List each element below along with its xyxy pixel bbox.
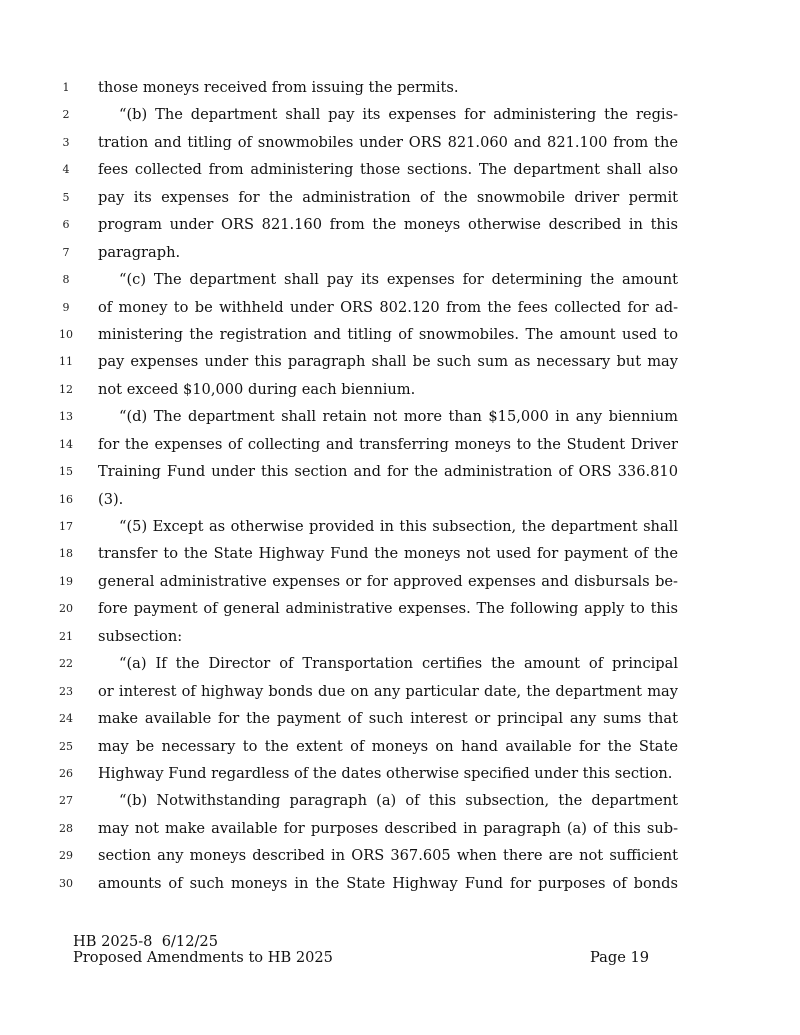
document-line [0,211,800,238]
line-text: Highway Fund regardless of the dates otherwise specified under this section. [98,764,673,782]
document-line [0,403,800,430]
document-line [0,870,800,897]
line-number: 22 [59,657,73,671]
document-line [0,184,800,211]
document-line [0,568,800,595]
document-line [0,348,800,375]
line-text: “(a) If the Director of Transportation certifies the amount of principal [119,655,678,673]
line-number: 13 [59,410,73,424]
document-line [0,376,800,403]
line-number: 3 [62,135,70,149]
line-number: 25 [59,739,73,753]
document-line [0,787,800,814]
line-number: 5 [62,190,70,204]
document-line [0,74,800,101]
line-text: “(c) The department shall pay its expenses for determining the amount [119,271,678,289]
document-line [0,129,800,156]
line-text: ministering the registration and titling of snowmobiles. The amount used to [98,325,678,343]
line-text: for the expenses of collecting and transferring moneys to the Student Driver [98,435,678,453]
document-line [0,458,800,485]
footer-date: 6/12/25 [161,933,218,950]
line-text: subsection: [98,627,183,645]
document-line [0,294,800,321]
document-line [0,623,800,650]
line-text: tration and titling of snowmobiles under ORS 821.060 and 821.100 from the [98,133,678,151]
line-number: 17 [59,520,73,533]
line-text: “(b) Notwithstanding paragraph (a) of this subsection, the department [119,792,678,810]
footer-page-number: Page 19 [590,949,650,966]
line-text: may be necessary to the extent of moneys on hand available for the State [98,737,678,755]
line-number: 16 [59,492,73,506]
line-number: 8 [62,273,70,287]
line-number: 29 [59,849,73,863]
line-number: 4 [62,163,70,177]
line-number: 10 [59,327,73,341]
line-number: 19 [59,574,73,588]
line-text: program under ORS 821.160 from the moneys otherwise described in this [98,216,678,234]
line-number: 27 [59,794,73,808]
line-number: 12 [59,382,73,396]
line-number: 26 [59,766,73,780]
line-text: general administrative expenses or for approved expenses and disbursals be- [98,572,678,590]
line-text: pay expenses under this paragraph shall be such sum as necessary but may [98,353,678,371]
line-number: 23 [59,684,73,698]
line-number: 20 [59,602,73,616]
line-number: 24 [59,712,73,726]
footer-subtitle: Proposed Amendments to HB 2025 [73,949,333,966]
line-text: fees collected from administering those sections. The department shall also [98,161,678,179]
line-text: not exceed $10,000 during each biennium. [98,380,416,398]
document-body [0,74,800,897]
document-line [0,540,800,567]
document-line [0,842,800,869]
line-number: 11 [59,355,73,369]
document-line [0,321,800,348]
line-text: amounts of such moneys in the State Highway Fund for purposes of bonds [98,874,678,892]
line-text: pay its expenses for the administration of the snowmobile driver permit [98,188,678,206]
line-text: “(d) The department shall retain not more than $15,000 in any biennium [119,408,678,426]
document-line [0,815,800,842]
document-line [0,760,800,787]
line-text: make available for the payment of such interest or principal any sums that [98,710,678,728]
footer-bill-id: HB 2025-8 [73,933,153,950]
line-number: 9 [62,300,70,314]
line-text: “(b) The department shall pay its expenses for administering the regis- [119,106,678,124]
document-line [0,733,800,760]
line-number: 30 [59,876,73,890]
line-text: transfer to the State Highway Fund the moneys not used for payment of the [98,545,678,563]
line-number: 21 [59,629,73,643]
line-text: those moneys received from issuing the permits. [98,79,459,96]
document-line [0,705,800,732]
line-number: 7 [62,245,70,259]
line-text: section any moneys described in ORS 367.605 when there are not sufficient [98,847,678,865]
document-line [0,513,800,540]
line-number: 6 [62,218,70,232]
line-text: paragraph. [98,243,181,261]
footer-subtitle-row [73,950,673,966]
line-number: 1 [62,81,70,94]
line-text: or interest of highway bonds due on any particular date, the department may [98,682,678,700]
line-number: 18 [59,547,73,561]
document-line [0,156,800,183]
document-line [0,266,800,293]
document-line [0,101,800,128]
line-number: 14 [59,437,73,451]
line-text: Training Fund under this section and for the administration of ORS 336.810 [98,463,678,481]
line-number: 28 [59,821,73,835]
document-line [0,239,800,266]
line-text: “(5) Except as otherwise provided in this subsection, the department shall [119,518,678,535]
document-line [0,678,800,705]
line-text: may not make available for purposes described in paragraph (a) of this sub- [98,819,678,837]
line-text: of money to be withheld under ORS 802.120 from the fees collected for ad- [98,298,678,316]
page-footer [73,934,673,966]
document-line [0,595,800,622]
document-line [0,431,800,458]
document-line [0,486,800,513]
document-line [0,650,800,677]
line-text: (3). [98,490,124,508]
line-number: 2 [62,108,70,122]
line-text: fore payment of general administrative expenses. The following apply to this [98,600,678,618]
footer-bill-row [73,934,673,950]
line-number: 15 [59,465,73,479]
